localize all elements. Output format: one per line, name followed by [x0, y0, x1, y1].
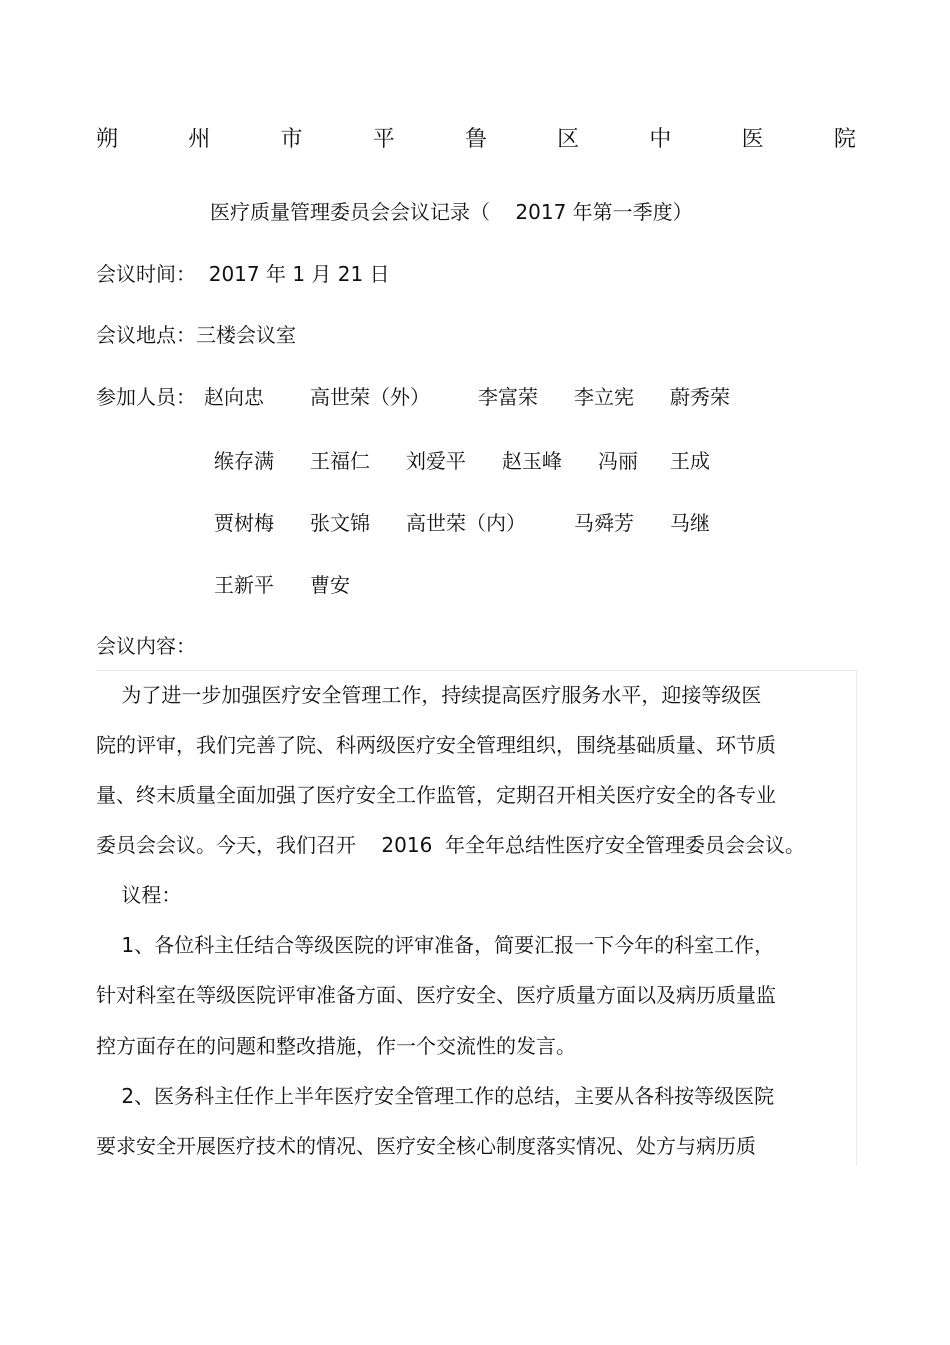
attendee-name: 缑存满 — [214, 449, 274, 473]
attendee-name: 赵向忠 — [204, 385, 264, 409]
attendee-name: 王成 — [670, 449, 710, 473]
attendee-name: 高世荣（外） — [310, 385, 430, 409]
attendee-name: 冯丽 — [598, 449, 638, 473]
body-line: 1、各位科主任结合等级医院的评审准备，简要汇报一下今年的科室工作， — [96, 933, 775, 957]
content-label: 会议内容： — [96, 634, 196, 658]
attendee-name: 高世荣（内） — [406, 511, 526, 535]
body-line: 委员会会议。今天，我们召开 2016 年全年总结性医疗安全管理委员会会议。 — [96, 833, 806, 857]
attendee-name: 张文锦 — [310, 511, 370, 535]
hospital-title — [96, 125, 856, 155]
title-char: 区 — [557, 127, 580, 152]
attendee-name: 刘爱平 — [406, 449, 466, 473]
agenda-heading: 议程： — [96, 883, 182, 907]
body-line: 院的评审，我们完善了院、科两级医疗安全管理组织，围绕基础质量、环节质 — [96, 733, 776, 757]
attendee-name: 李富荣 — [478, 385, 538, 409]
meeting-time: 会议时间： 2017 年 1 月 21 日 — [96, 262, 390, 286]
attendee-name: 贾树梅 — [214, 511, 274, 535]
title-char: 市 — [280, 127, 303, 152]
attendee-name: 李立宪 — [574, 385, 634, 409]
meeting-place: 会议地点：三楼会议室 — [96, 323, 296, 347]
body-line: 2、医务科主任作上半年医疗安全管理工作的总结，主要从各科按等级医院 — [96, 1084, 775, 1108]
title-char: 平 — [372, 127, 395, 152]
attendee-name: 赵玉峰 — [502, 449, 562, 473]
attendee-name: 马继 — [670, 511, 710, 535]
title-char: 院 — [833, 127, 856, 152]
attendee-name: 曹安 — [310, 573, 350, 597]
body-line: 控方面存在的问题和整改措施，作一个交流性的发言。 — [96, 1034, 576, 1058]
body-line: 针对科室在等级医院评审准备方面、医疗安全、医疗质量方面以及病历质量监 — [96, 983, 776, 1007]
title-char: 中 — [649, 127, 672, 152]
attendee-name: 马舜芳 — [574, 511, 634, 535]
title-char: 州 — [188, 127, 211, 152]
attendee-name: 王新平 — [214, 573, 274, 597]
title-char: 医 — [741, 127, 764, 152]
document-subtitle: 医疗质量管理委员会会议记录（ 2017 年第一季度） — [210, 200, 693, 224]
body-line: 为了进一步加强医疗安全管理工作，持续提高医疗服务水平，迎接等级医 — [96, 683, 762, 707]
attendees-label: 参加人员： — [96, 385, 196, 409]
body-line: 要求安全开展医疗技术的情况、医疗安全核心制度落实情况、处方与病历质 — [96, 1134, 756, 1158]
attendee-name: 王福仁 — [310, 449, 370, 473]
attendee-name: 蔚秀荣 — [670, 385, 730, 409]
title-char: 鲁 — [464, 127, 487, 152]
body-line: 量、终末质量全面加强了医疗安全工作监管，定期召开相关医疗安全的各专业 — [96, 783, 776, 807]
title-char: 朔 — [96, 127, 119, 152]
